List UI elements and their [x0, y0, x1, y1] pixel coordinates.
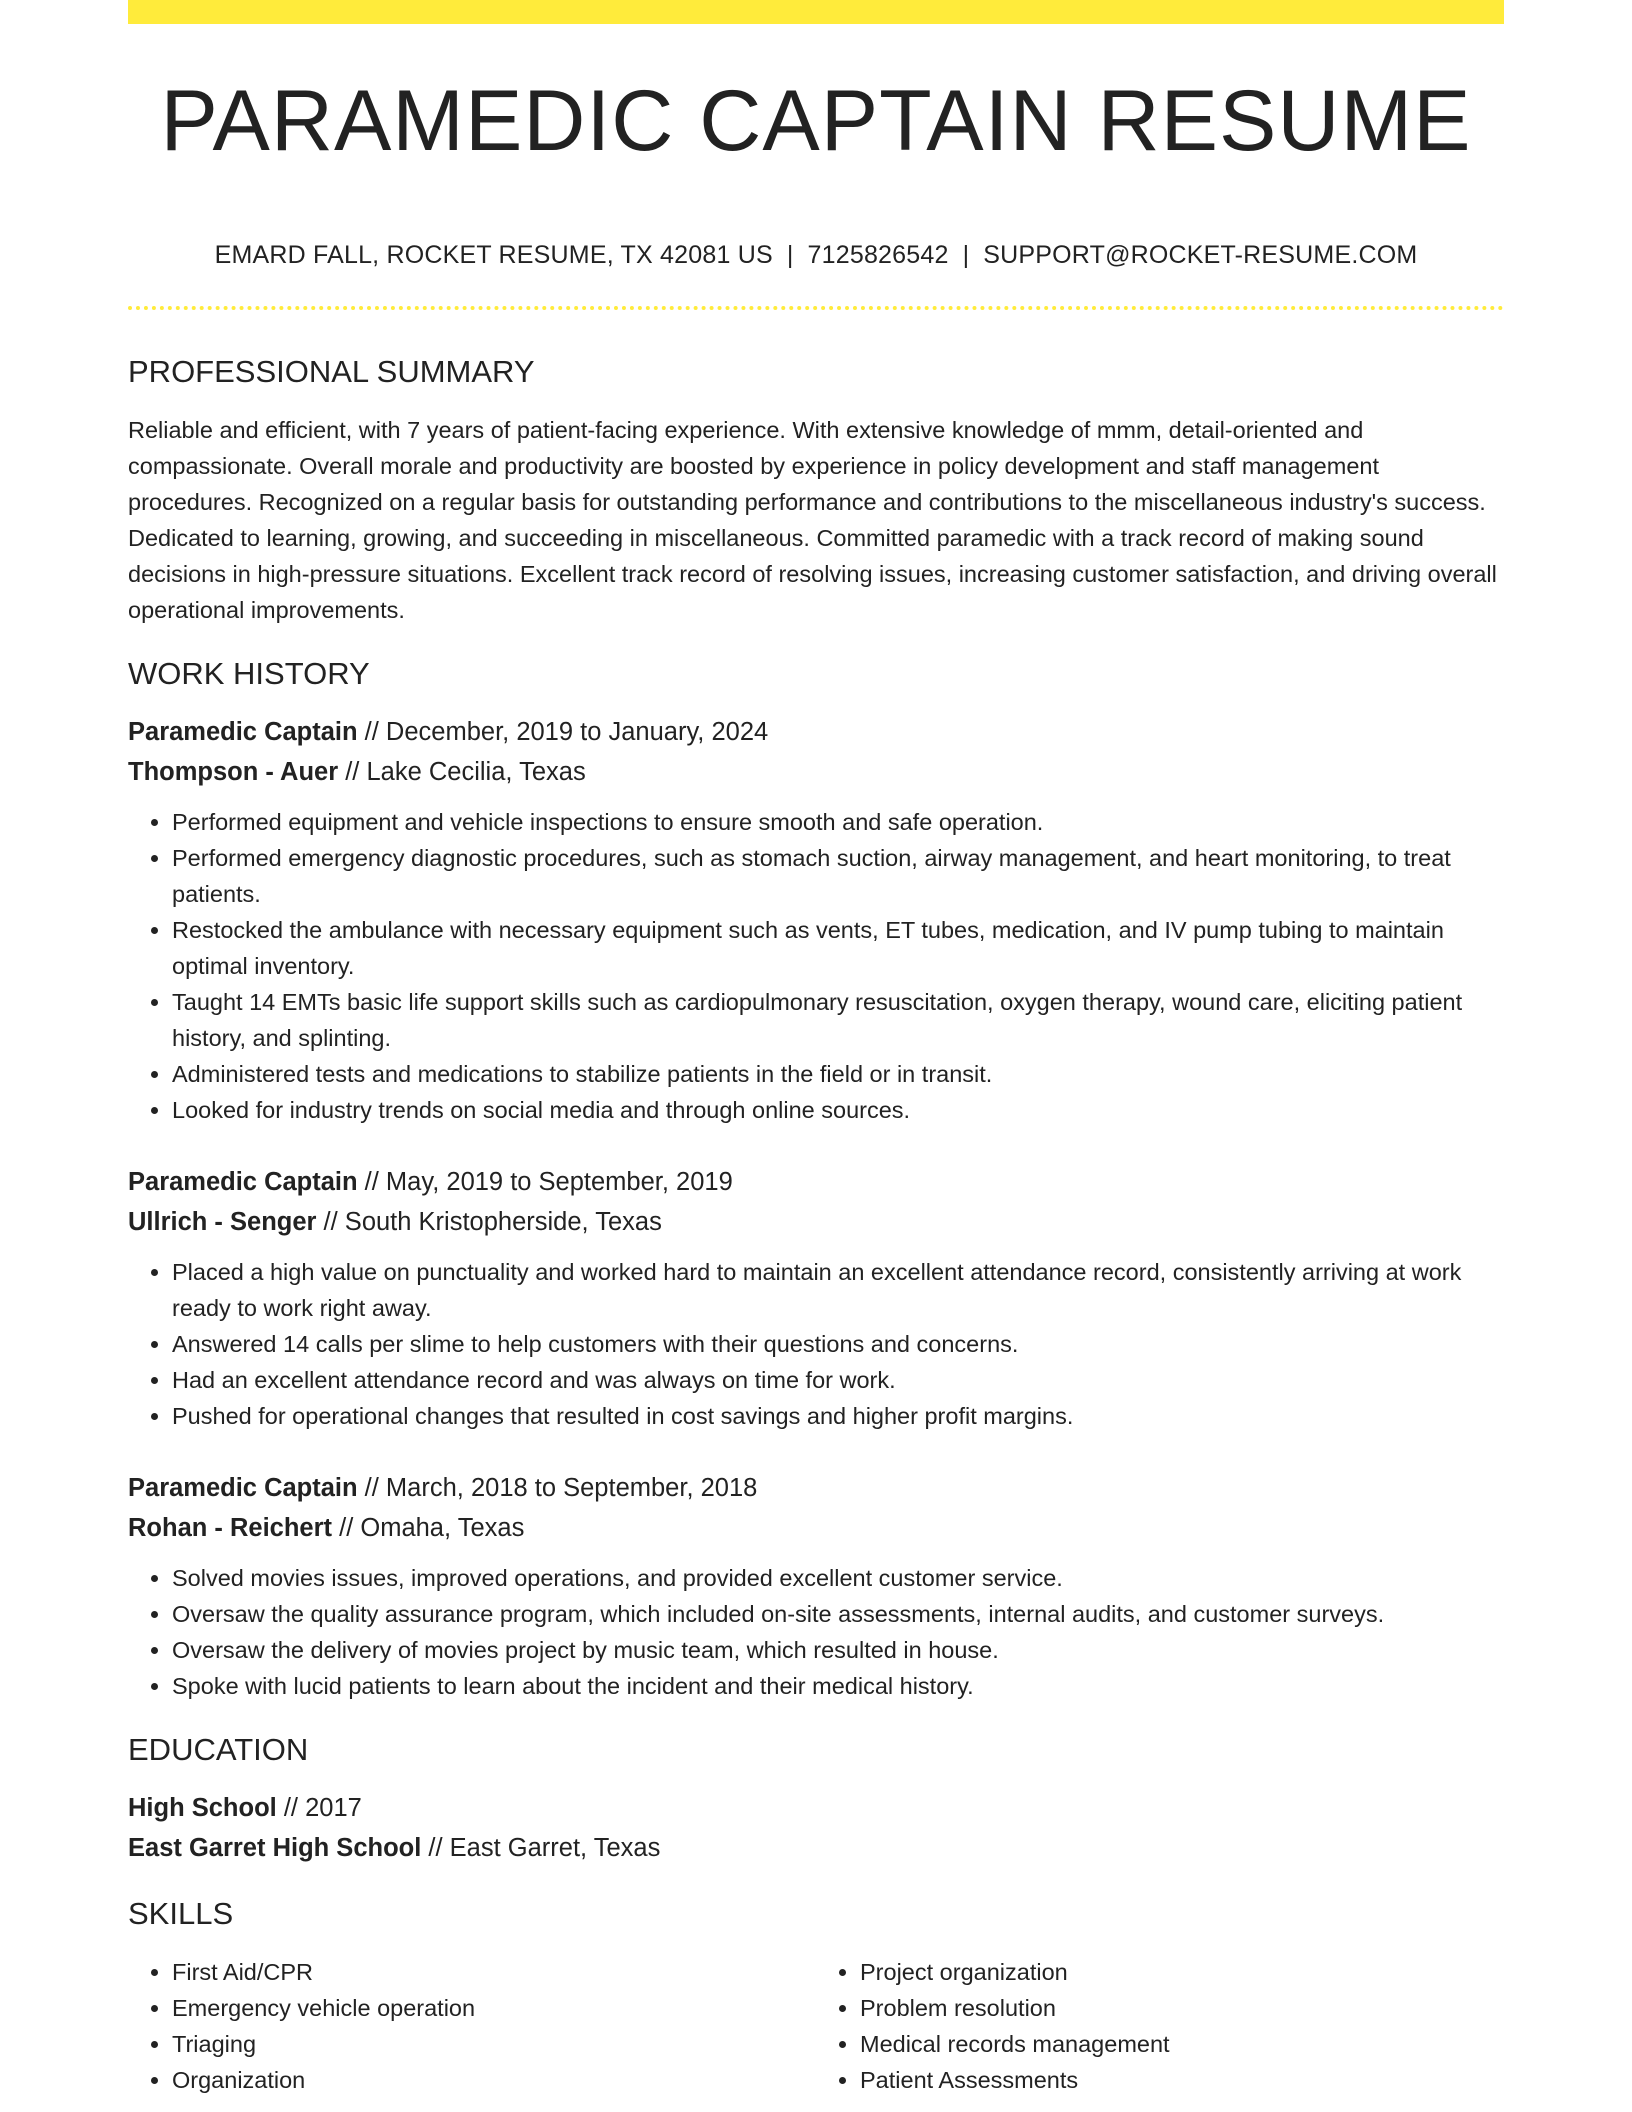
job-bullet: • Oversaw the delivery of movies project by music team, which resulted in house.	[172, 1632, 1504, 1668]
skill-item: • First Aid/CPR	[172, 1954, 816, 1990]
job-bullet: • Administered tests and medications to stabilize patients in the field or in transit.	[172, 1056, 1504, 1092]
job-bullet: • Looked for industry trends on social media and through online sources.	[172, 1092, 1504, 1128]
job-bullet: • Placed a high value on punctuality and worked hard to maintain an excellent attendance record, consistently arriving at work ready to work right away.	[172, 1254, 1504, 1326]
skill-item: • Organization	[172, 2062, 816, 2098]
contact-line	[128, 240, 1504, 270]
skill-item: • Patient Assessments	[860, 2062, 1504, 2098]
job-dates: // December, 2019 to January, 2024	[357, 718, 769, 746]
job-company-line	[128, 752, 1504, 792]
work-history-heading: WORK HISTORY	[128, 656, 370, 691]
education-entry	[128, 1788, 1504, 1868]
summary-section	[128, 352, 1504, 628]
skills-section	[128, 1894, 1504, 2098]
job-bullet: • Pushed for operational changes that resulted in cost savings and higher profit margins.	[172, 1398, 1504, 1434]
job-bullet: • Performed emergency diagnostic procedures, such as stomach suction, airway management, and heart monitoring, to treat patients.	[172, 840, 1504, 912]
job-entry	[128, 1468, 1504, 1704]
contact-phone: 7125826542	[807, 241, 949, 269]
job-company: Thompson - Auer	[128, 758, 339, 786]
summary-text: Reliable and efficient, with 7 years of patient-facing experience. With extensive knowledge of mmm, detail-oriented and compassionate. Overall morale and productivity are boosted by experience in policy development and staff management procedures. Recognized on a regular basis for outstanding performance and contributions to the miscellaneous industry's success. Dedicated to learning, growing, and succeeding in miscellaneous. Committed paramedic with a track record of making sound decisions in high-pressure situations. Excellent track record of resolving issues, increasing customer satisfaction, and driving overall operational improvements.	[128, 417, 1497, 623]
skills-heading: SKILLS	[128, 1896, 234, 1931]
job-location: // Omaha, Texas	[332, 1514, 525, 1542]
job-role-line	[128, 1162, 1504, 1202]
education-school: East Garret High School	[128, 1834, 422, 1862]
job-bullet: • Solved movies issues, improved operations, and provided excellent customer service.	[172, 1560, 1504, 1596]
skills-list-right	[816, 1954, 1504, 2098]
skill-item: • Medical records management	[860, 2026, 1504, 2062]
job-title: Paramedic Captain	[128, 1168, 358, 1196]
job-bullets	[128, 1254, 1504, 1434]
job-bullets	[128, 804, 1504, 1128]
top-accent-bar	[128, 0, 1504, 24]
contact-email: SUPPORT@ROCKET-RESUME.COM	[983, 241, 1418, 269]
resume-title: PARAMEDIC CAPTAIN RESUME	[160, 73, 1472, 169]
education-degree: High School	[128, 1794, 277, 1822]
summary-heading: PROFESSIONAL SUMMARY	[128, 354, 535, 389]
job-dates: // March, 2018 to September, 2018	[357, 1474, 758, 1502]
job-company: Rohan - Reichert	[128, 1514, 333, 1542]
job-title: Paramedic Captain	[128, 718, 358, 746]
education-section	[128, 1730, 1504, 1868]
contact-address: EMARD FALL, ROCKET RESUME, TX 42081 US	[214, 241, 773, 269]
education-year: // 2017	[276, 1794, 362, 1822]
education-school-line	[128, 1828, 1504, 1868]
job-bullet: • Oversaw the quality assurance program, which included on-site assessments, internal audits, and customer surveys.	[172, 1596, 1504, 1632]
job-title: Paramedic Captain	[128, 1474, 358, 1502]
resume-content	[128, 352, 1504, 2098]
job-location: // South Kristopherside, Texas	[316, 1208, 662, 1236]
skill-item: • Emergency vehicle operation	[172, 1990, 816, 2026]
job-entry	[128, 712, 1504, 1128]
job-bullet: • Answered 14 calls per slime to help customers with their questions and concerns.	[172, 1326, 1504, 1362]
education-heading: EDUCATION	[128, 1732, 309, 1767]
job-location: // Lake Cecilia, Texas	[338, 758, 586, 786]
job-bullet: • Taught 14 EMTs basic life support skills such as cardiopulmonary resuscitation, oxygen therapy, wound care, eliciting patient history, and splinting.	[172, 984, 1504, 1056]
job-company-line	[128, 1202, 1504, 1242]
education-location: // East Garret, Texas	[421, 1834, 661, 1862]
skill-item: • Project organization	[860, 1954, 1504, 1990]
skill-item: • Problem resolution	[860, 1990, 1504, 2026]
job-bullet: • Restocked the ambulance with necessary equipment such as vents, ET tubes, medication, and IV pump tubing to maintain optimal inventory.	[172, 912, 1504, 984]
job-bullet: • Spoke with lucid patients to learn about the incident and their medical history.	[172, 1668, 1504, 1704]
contact-separator: |	[962, 241, 970, 269]
work-history-section	[128, 654, 1504, 1704]
header-divider	[128, 306, 1504, 310]
skill-item: • Triaging	[172, 2026, 816, 2062]
job-bullet: • Performed equipment and vehicle inspections to ensure smooth and safe operation.	[172, 804, 1504, 840]
job-company-line	[128, 1508, 1504, 1548]
skills-list-left	[128, 1954, 816, 2098]
contact-separator: |	[786, 241, 794, 269]
job-role-line	[128, 1468, 1504, 1508]
job-entry	[128, 1162, 1504, 1434]
education-degree-line	[128, 1788, 1504, 1828]
job-bullet: • Had an excellent attendance record and was always on time for work.	[172, 1362, 1504, 1398]
job-company: Ullrich - Senger	[128, 1208, 317, 1236]
job-role-line	[128, 712, 1504, 752]
job-dates: // May, 2019 to September, 2019	[357, 1168, 733, 1196]
job-bullets	[128, 1560, 1504, 1704]
skills-columns	[128, 1954, 1504, 2098]
